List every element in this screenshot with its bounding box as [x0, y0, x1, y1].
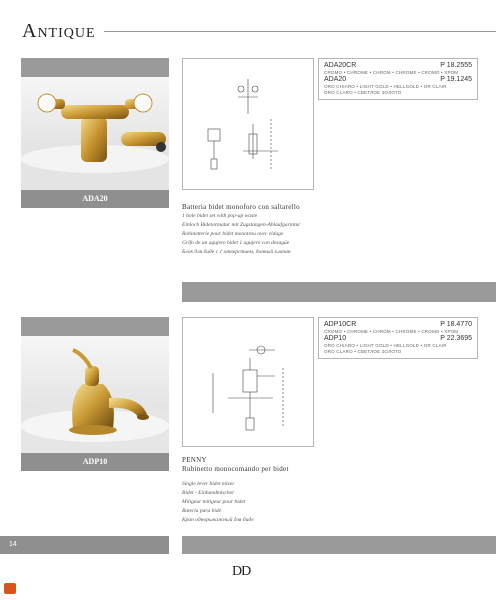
photo-top-bar	[21, 58, 169, 77]
grey-band	[182, 282, 496, 302]
description-ada20	[182, 203, 412, 257]
price-box-ada20	[318, 58, 478, 100]
description-adp10	[182, 456, 412, 525]
description-title: Rubinetto monocomando per bidet	[182, 465, 289, 473]
grey-band	[182, 536, 496, 554]
finish-text: ORO CLARO • СВЕТЛОЕ ЗОЛОТО	[324, 90, 402, 95]
finish-text: ORO CHIARO • LIGHT GOLD • HELLGOLD • OR CLAIR	[324, 84, 447, 89]
technical-drawing-svg	[183, 59, 313, 189]
technical-drawing-adp10	[182, 317, 314, 447]
pdf-icon	[4, 583, 16, 594]
product-code: ADP10CR	[324, 321, 357, 328]
description-line: Single lever bidet mixer	[182, 481, 235, 487]
product-label: ADA20	[21, 190, 169, 208]
description-line: Einloch Bidetarmatur mit Zugstangen-Ablaufgarnitur	[182, 222, 301, 228]
technical-drawing-svg	[183, 318, 313, 446]
description-line: Блок для биде с 1 отверстием, донный клапан	[182, 249, 291, 255]
description-title: Batteria bidet monoforo con saltarello	[182, 203, 300, 211]
product-code: ADA20CR	[324, 62, 357, 69]
finish-text: CROMO • CHROME • CHROM • CHROME • CROMO • ХРОМ	[324, 70, 459, 75]
brand-logo: DD	[232, 564, 251, 579]
description-line: Mitigeur mitigeur pour bidet	[182, 499, 246, 505]
description-line: Grifo de un agujero bidet 1 agujero con desagüe	[182, 240, 290, 246]
faucet-photo	[21, 336, 169, 453]
product-code: ADA20	[324, 76, 347, 83]
price-box-adp10	[318, 317, 478, 359]
faucet-photo	[21, 77, 169, 190]
bidet-faucet-image	[21, 77, 169, 190]
technical-drawing-ada20	[182, 58, 314, 190]
product-code: ADP10	[324, 335, 347, 342]
single-lever-faucet-image	[21, 336, 169, 453]
code-row	[324, 62, 472, 70]
product-price: P 18.4770	[440, 321, 472, 328]
finish-text: ORO CLARO • СВЕТЛОЕ ЗОЛОТО	[324, 349, 402, 354]
code-row	[324, 76, 472, 84]
page-number: 14	[0, 536, 169, 554]
page-title: Antique	[22, 20, 96, 42]
code-row	[324, 321, 472, 329]
product-photo-adp10	[21, 317, 169, 471]
finish-text: CROMO • CHROME • CHROM • CHROME • CROMO • ХРОМ	[324, 329, 459, 334]
description-line: Batería para bidé	[182, 508, 222, 514]
product-price: P 19.1245	[440, 76, 472, 83]
photo-top-bar	[21, 317, 169, 336]
description-line: 1 hole bidet set with pop-up waste	[182, 213, 258, 219]
code-row	[324, 335, 472, 343]
product-photo-ada20	[21, 58, 169, 208]
finish-text: ORO CHIARO • LIGHT GOLD • HELLGOLD • OR CLAIR	[324, 343, 447, 348]
product-price: P 22.3695	[440, 335, 472, 342]
header-rule	[104, 31, 496, 32]
description-line: Кран однорычажный для биде	[182, 517, 254, 523]
description-line: Robinetterie pour bidet monotrou avec vidage	[182, 231, 284, 237]
product-label: ADP10	[21, 453, 169, 471]
description-title: PENNY	[182, 456, 207, 464]
product-price: P 18.2555	[440, 62, 472, 69]
description-line: Bidet - Einhandmischer	[182, 490, 235, 496]
